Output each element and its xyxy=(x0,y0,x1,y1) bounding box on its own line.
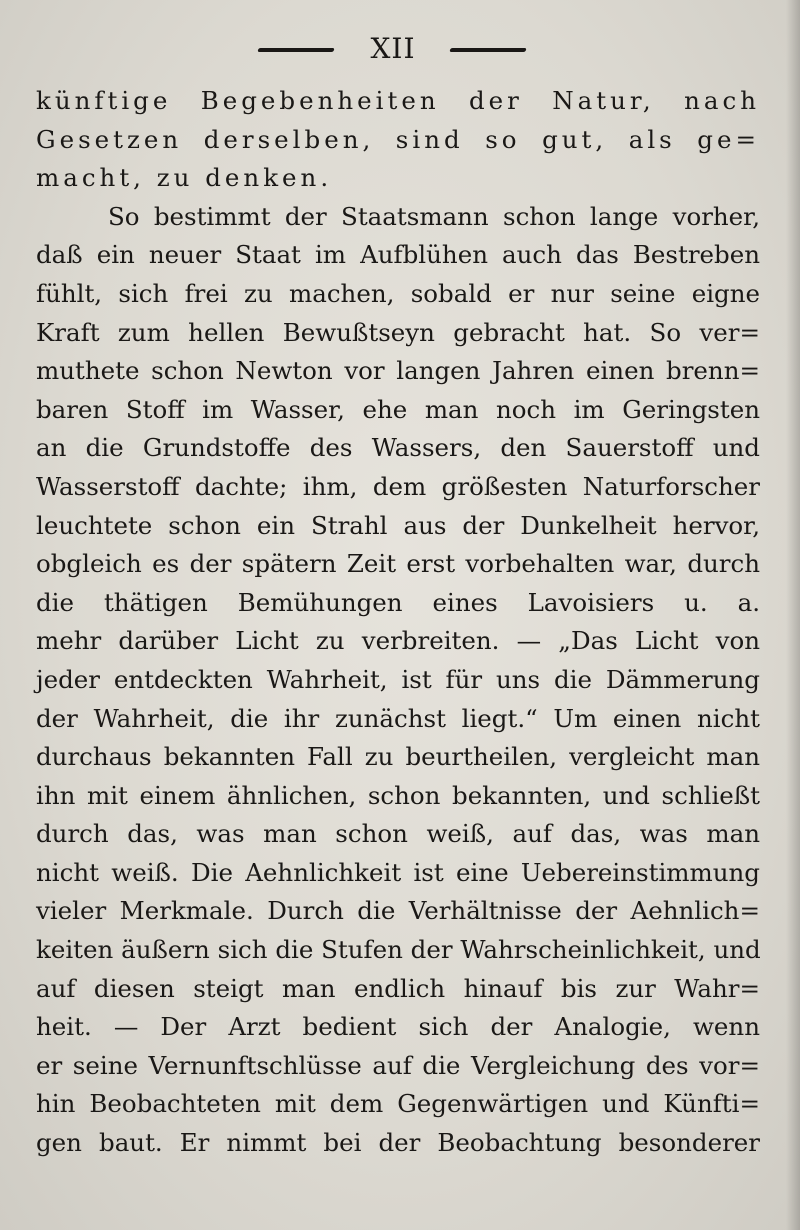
text-line: daß ein neuer Staat im Aufblühen auch das Bestreben xyxy=(36,240,760,270)
text-line: durchaus bekannten Fall zu beurtheilen, vergleicht man xyxy=(36,742,760,772)
text-line: muthete schon Newton vor langen Jahren einen brenn= xyxy=(36,356,760,386)
text-line: leuchtete schon ein Strahl aus der Dunkelheit hervor, xyxy=(36,510,760,540)
text-line: hin Beobachteten mit dem Gegenwärtigen und Künfti= xyxy=(36,1089,760,1119)
header-rule-right xyxy=(449,48,526,52)
text-line: der Wahrheit, die ihr zunächst liegt.“ Um einen nicht xyxy=(36,703,760,733)
page-number: XII xyxy=(370,32,416,65)
text-line: jeder entdeckten Wahrheit, ist für uns die Dämmerung xyxy=(36,664,760,694)
text-line: Kraft zum hellen Bewußtseyn gebracht hat. So ver= xyxy=(36,317,760,347)
text-line: durch das, was man schon weiß, auf das, was man xyxy=(36,819,760,849)
text-line: So bestimmt der Staatsmann schon lange vorher, xyxy=(108,201,760,231)
page-edge-shadow xyxy=(786,0,800,1230)
page-header xyxy=(0,30,800,70)
text-line: mehr darüber Licht zu verbreiten. — „Das Licht von xyxy=(36,626,760,656)
body-text xyxy=(36,82,760,1163)
text-line: auf diesen steigt man endlich hinauf bis zur Wahr= xyxy=(36,973,760,1003)
text-line: heit. — Der Arzt bedient sich der Analogie, wenn xyxy=(36,1012,760,1042)
text-line: nicht weiß. Die Aehnlichkeit ist eine Uebereinstimmung xyxy=(36,857,760,887)
text-line: Gesetzen derselben, sind so gut, als ge= xyxy=(36,124,760,154)
header-rule-left xyxy=(257,48,334,52)
text-line: obgleich es der spätern Zeit erst vorbehalten war, durch xyxy=(36,549,760,579)
text-line: künftige Begebenheiten der Natur, nach xyxy=(36,86,760,115)
text-line: Wasserstoff dachte; ihm, dem größesten Naturforscher xyxy=(36,471,760,501)
text-line: ihn mit einem ähnlichen, schon bekannten, und schließt xyxy=(36,780,760,810)
text-line: an die Grundstoffe des Wassers, den Sauerstoff und xyxy=(36,433,760,463)
text-line: vieler Merkmale. Durch die Verhältnisse der Aehnlich= xyxy=(36,896,760,926)
text-line: fühlt, sich frei zu machen, sobald er nur seine eigne xyxy=(36,278,760,308)
text-line: baren Stoff im Wasser, ehe man noch im Geringsten xyxy=(36,394,760,424)
text-line: keiten äußern sich die Stufen der Wahrscheinlichkeit, und xyxy=(36,935,761,965)
text-line: die thätigen Bemühungen eines Lavoisiers u. a. xyxy=(36,587,760,617)
text-line: macht, zu denken. xyxy=(36,163,333,193)
text-line: gen baut. Er nimmt bei der Beobachtung besonderer xyxy=(36,1128,760,1158)
text-line: er seine Vernunftschlüsse auf die Vergleichung des vor= xyxy=(36,1050,760,1080)
